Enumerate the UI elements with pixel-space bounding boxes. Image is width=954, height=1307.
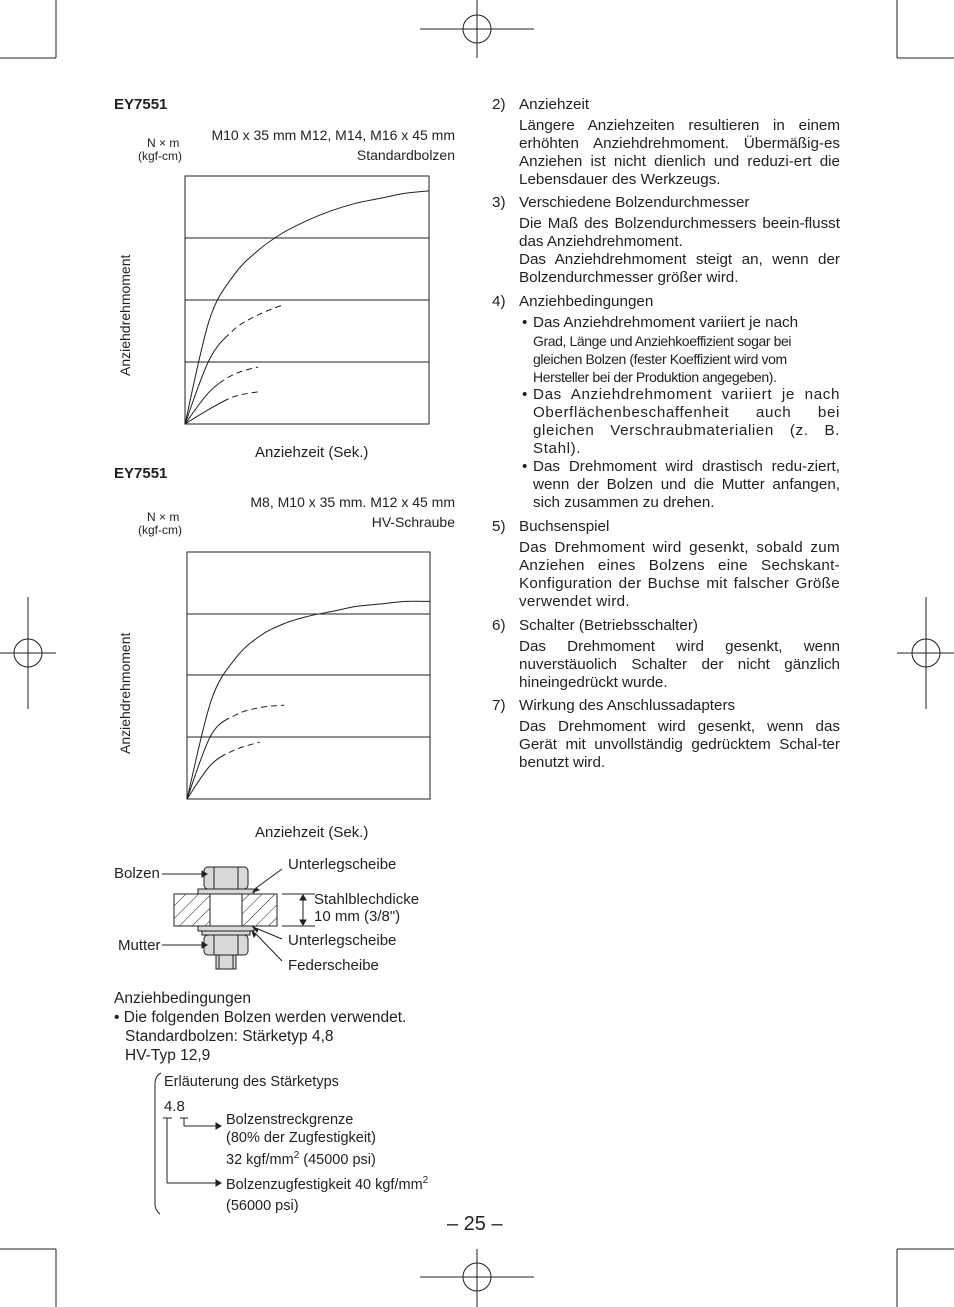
bolt-shank xyxy=(210,894,242,926)
chart2-unit: N × m xyxy=(147,510,180,524)
bullet: • xyxy=(114,1009,120,1026)
label-unterlegscheibe-bottom: Unterlegscheibe xyxy=(288,932,397,949)
chart1-xlabel: Anziehzeit (Sek.) xyxy=(255,444,369,461)
conditions-line2: Standardbolzen: Stärketyp 4,8 xyxy=(125,1028,334,1045)
tensile-line2: (56000 psi) xyxy=(226,1197,299,1214)
chart2-xlabel: Anziehzeit (Sek.) xyxy=(255,824,369,841)
label-stahlblechdicke: Stahlblechdicke xyxy=(314,891,420,908)
item-3-body2: Das Anziehdrehmoment steigt an, wenn der Bolzendurchmesser größer wird. xyxy=(519,251,840,286)
chart1-plot xyxy=(180,170,440,432)
chart1-title: EY7551 xyxy=(114,96,168,113)
chart2-ylabel: Anziehdrehmoment xyxy=(117,632,133,754)
chart1-series-2 xyxy=(185,305,283,424)
item-4-bullet-1: • Das Anziehdrehmoment variiert je nach Grad, Länge und Anziehkoeffizient sogar bei gleichen Bolzen (fester Koeffizient wird vom Hersteller bei der Produktion angegeben). xyxy=(522,314,799,385)
grade-value: 4.8 xyxy=(164,1098,185,1115)
washer-top xyxy=(198,889,254,894)
chart2-series-2 xyxy=(187,705,284,799)
item-7-body: Das Drehmoment wird gesenkt, wenn das Gerät mit unvollständig gedrücktem Schal-ter benutzt wird. xyxy=(519,718,840,771)
item-4-bullet-3: • Das Drehmoment wird drastisch redu-ziert, wenn der Bolzen und die Mutter anfangen, sich zusammen zu drehen. xyxy=(522,458,840,511)
chart1-unit-kgf: (kgf-cm) xyxy=(138,149,182,163)
item-3-body1: Die Maß des Bolzendurchmessers beein-flusst das Anziehdrehmoment. xyxy=(519,215,840,250)
conditions-line3: HV-Typ 12,9 xyxy=(125,1047,211,1064)
chart1-caption-1: M10 x 35 mm M12, M14, M16 x 45 mm xyxy=(211,127,455,143)
conditions-line1: Die folgenden Bolzen werden verwendet. xyxy=(123,1009,407,1026)
tensile-line1: Bolzenzugfestigkeit 40 kgf/mm xyxy=(226,1176,423,1193)
label-stahlblech-mm: 10 mm (3/8") xyxy=(314,908,401,925)
label-mutter: Mutter xyxy=(118,937,161,954)
chart2-plot xyxy=(180,546,440,808)
chart2-unit-kgf: (kgf-cm) xyxy=(138,523,182,537)
conditions-heading: Anziehbedingungen xyxy=(114,990,252,1007)
chart2-series-1 xyxy=(187,601,430,799)
item-6-body: Das Drehmoment wird gesenkt, wenn nuverstäuolich Schalter der nicht gänzlich hineingedrückt wurde. xyxy=(519,638,840,691)
item-5: 5) Buchsenspiel Das Drehmoment wird gesenkt, sobald zum Anziehen eines Bolzens eine Sechskant-Konfiguration der Buchse mit falscher Größe verwendet wird. xyxy=(492,518,840,610)
spring-washer xyxy=(202,931,250,935)
item-3: 3) Verschiedene Bolzendurchmesser Die Maß des Bolzendurchmessers beein-flusst das Anziehdrehmoment. Das Anziehdrehmoment steigt an, wenn der Bolzendurchmesser größer wird. xyxy=(492,194,840,286)
chart1-ylabel: Anziehdrehmoment xyxy=(117,254,133,376)
item-7: 7) Wirkung des Anschlussadapters Das Drehmoment wird gesenkt, wenn das Gerät mit unvollständig gedrücktem Schal-ter benutzt wird. xyxy=(492,697,840,771)
chart2-title: EY7551 xyxy=(114,465,168,482)
washer-bottom xyxy=(198,926,254,931)
chart1-series-1 xyxy=(185,191,429,424)
grade-explanation-title: Erläuterung des Stärketyps xyxy=(164,1074,339,1090)
yield-line2: (80% der Zugfestigkeit) xyxy=(226,1130,376,1146)
label-unterlegscheibe-top: Unterlegscheibe xyxy=(288,856,397,873)
label-bolzen: Bolzen xyxy=(114,865,160,882)
chart2-caption-2: HV-Schraube xyxy=(371,514,455,530)
chart2-caption-1: M8, M10 x 35 mm. M12 x 45 mm xyxy=(250,494,455,510)
yield-line3: 32 kgf/mm xyxy=(226,1151,294,1168)
yield-psi: (45000 psi) xyxy=(299,1151,376,1168)
yield-line1: Bolzenstreckgrenze xyxy=(226,1112,354,1128)
chart1-unit: N × m xyxy=(147,136,180,150)
grade-brackets xyxy=(150,1068,230,1218)
chart1-caption-2: Standardbolzen xyxy=(356,147,455,163)
yield-sup: 2 xyxy=(293,1150,300,1161)
item-2-body: Längere Anziehzeiten resultieren in einem erhöhten Anziehdrehmoment. Übermäßig-es Anziehen ist nicht dienlich und reduzi-ert die Lebensdauer des Werkzeugs. xyxy=(519,117,840,188)
item-2: 2) Anziehzeit Längere Anziehzeiten resultieren in einem erhöhten Anziehdrehmoment. Übermäßig-es Anziehen ist nicht dienlich und reduzi-ert die Lebensdauer des Werkzeugs. xyxy=(492,96,840,188)
tensile-sup: 2 xyxy=(422,1175,429,1186)
item-5-body: Das Drehmoment wird gesenkt, sobald zum Anziehen eines Bolzens eine Sechskant-Konfiguration der Buchse mit falscher Größe verwendet wird. xyxy=(519,539,840,610)
page-number: – 25 – xyxy=(447,1213,503,1235)
nut xyxy=(204,935,248,955)
bolt-head xyxy=(204,867,248,889)
item-6: 6) Schalter (Betriebsschalter) Das Drehmoment wird gesenkt, wenn nuverstäuolich Schalter der nicht gänzlich hineingedrückt wurde. xyxy=(492,617,840,691)
label-federscheibe: Federscheibe xyxy=(288,957,379,974)
item-4-bullet-2: • Das Anziehdrehmoment variiert je nach Oberflächenbeschaffenheit auch bei gleichen Verschraubmaterialien (z. B. Stahl). xyxy=(522,386,840,457)
item-4: 4) Anziehbedingungen • Das Anziehdrehmoment variiert je nach Grad, Länge und Anziehkoeffizient sogar bei gleichen Bolzen (fester Koeffizient wird vom Hersteller bei der Produktion angegeben). • Das Anziehdrehmoment variiert je nach Oberflächenbeschaffenheit auch bei gleichen Verschraubmaterialien (z. B. Stahl). • Das Drehmoment wird drastisch redu-ziert, wenn der Bolzen und die Mutter anfangen, sich zusammen zu drehen. xyxy=(492,293,840,511)
